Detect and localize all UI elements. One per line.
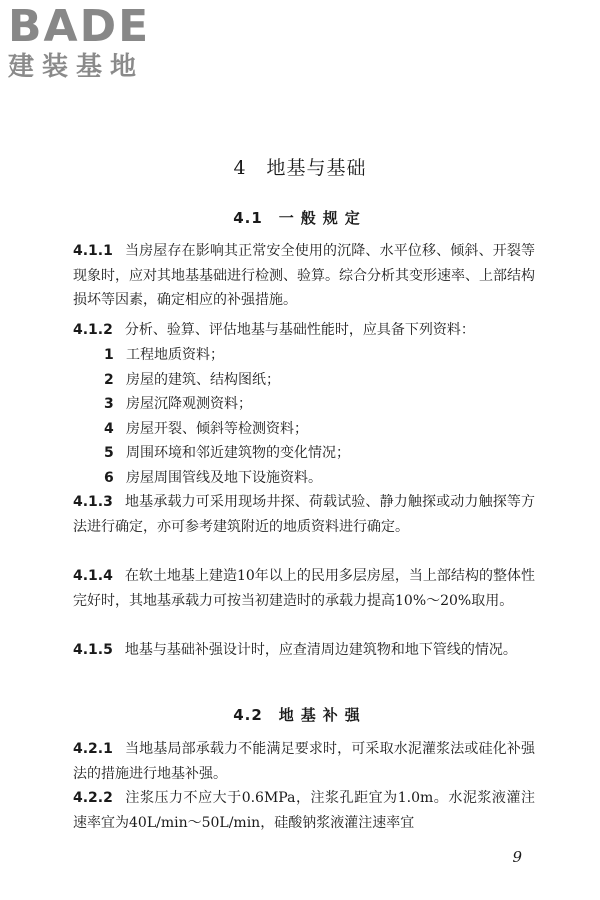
- clause-number: 4.2.1: [73, 741, 113, 757]
- logo: [8, 1, 178, 82]
- section-title-text: 地基补强: [278, 706, 367, 724]
- logo-wordmark: BADE: [8, 1, 151, 52]
- chapter-title: [0, 153, 600, 180]
- clause-number: 4.2.2: [73, 790, 113, 806]
- list-item: 1 工程地质资料；: [104, 347, 224, 363]
- section-number: 4.2: [233, 706, 263, 724]
- material-list: [104, 343, 534, 490]
- list-item: 5 周围环境和邻近建筑物的变化情况；: [104, 445, 350, 461]
- clause-text: 在软土地基上建造10年以上的民用多层房屋，当上部结构的整体性完好时，其地基承载力可按当初建造时的承载力提高10%～20%取用。: [73, 568, 535, 609]
- section-title-4-2: [0, 704, 600, 725]
- section-title-4-1: [0, 207, 600, 228]
- chapter-number: 4: [233, 157, 247, 179]
- page-number: 9: [512, 848, 522, 866]
- clause-text: 当地基局部承载力不能满足要求时，可采取水泥灌浆法或硅化补强法的措施进行地基补强。: [73, 741, 535, 782]
- section-number: 4.1: [233, 209, 263, 227]
- clause-text: 分析、验算、评估地基与基础性能时，应具备下列资料：: [124, 322, 475, 338]
- clause-4-2-2: [73, 786, 535, 835]
- clause-number: 4.1.5: [73, 642, 113, 658]
- clause-text: 当房屋存在影响其正常安全使用的沉降、水平位移、倾斜、开裂等现象时，应对其地基基础进行检测、验算。综合分析其变形速率、上部结构损坏等因素，确定相应的补强措施。: [73, 243, 535, 308]
- clause-text: 地基承载力可采用现场井探、荷载试验、静力触探或动力触探等方法进行确定，亦可参考建筑附近的地质资料进行确定。: [73, 494, 535, 535]
- clause-number: 4.1.2: [73, 322, 113, 338]
- section-title-text: 一般规定: [278, 209, 367, 227]
- clause-4-1-2: [73, 318, 535, 343]
- clause-text: 注浆压力不应大于0.6MPa，注浆孔距宜为1.0m。水泥浆液灌注速率宜为40L/min～50L/min，硅酸钠浆液灌注速率宜: [73, 790, 535, 831]
- clause-4-1-3: [73, 490, 535, 539]
- clause-4-2-1: [73, 737, 535, 786]
- list-item: 6 房屋周围管线及地下设施资料。: [104, 469, 322, 486]
- list-item: 3 房屋沉降观测资料；: [104, 396, 252, 412]
- clause-4-1-1: [73, 239, 535, 313]
- clause-text: 地基与基础补强设计时，应查清周边建筑物和地下管线的情况。: [124, 642, 517, 658]
- logo-subtitle: 建装基地: [8, 52, 145, 82]
- list-item: 4 房屋开裂、倾斜等检测资料；: [104, 420, 308, 437]
- chapter-title-text: 地基与基础: [266, 157, 367, 179]
- clause-number: 4.1.3: [73, 494, 113, 510]
- clause-4-1-4: [73, 564, 535, 613]
- list-item: 2 房屋的建筑、结构图纸；: [104, 371, 280, 388]
- clause-number: 4.1.4: [73, 568, 113, 584]
- clause-4-1-5: [73, 638, 535, 663]
- clause-number: 4.1.1: [73, 243, 113, 259]
